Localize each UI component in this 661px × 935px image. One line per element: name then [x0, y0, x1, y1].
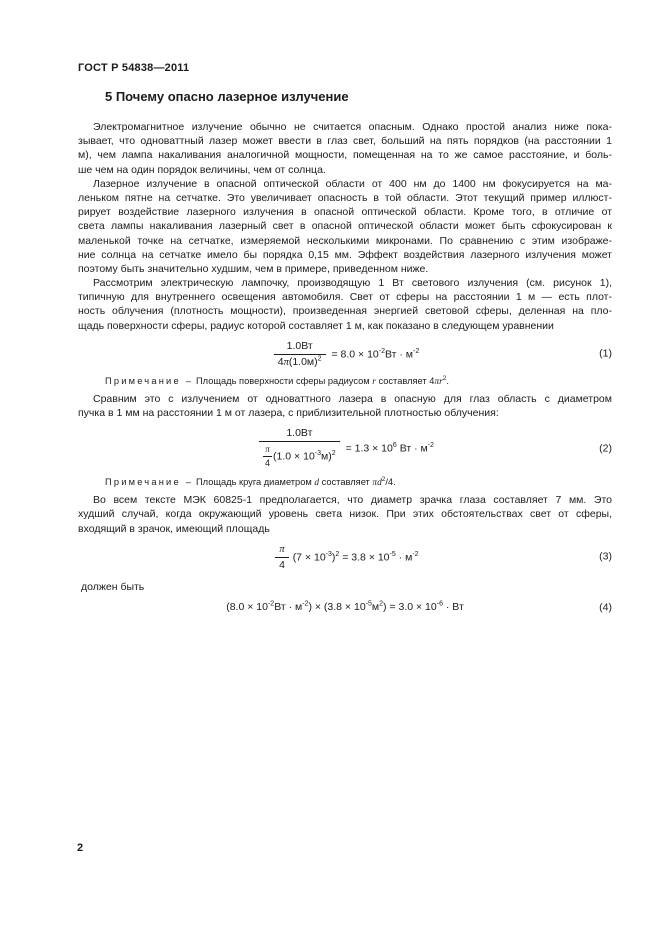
text-run: составляет	[319, 477, 373, 488]
superscript: -6	[436, 600, 443, 608]
text-line: Рассмотрим электрическую лампочку, производящую 1 Вт светового излучения (см. рисунок 1),	[93, 277, 612, 290]
text-run: (1.0 × 10	[273, 450, 315, 463]
text-line: леньком пятне на сетчатке. Это увеличивает опасность в той области. Этот текущий пример иллюст-	[78, 191, 612, 204]
text-run: 4	[265, 458, 271, 469]
equation-content	[271, 543, 418, 572]
text-run: 1.0Вт	[286, 427, 313, 440]
paragraph	[78, 493, 612, 536]
fraction	[274, 543, 289, 572]
text-run: )	[331, 551, 336, 564]
text-line: ние солнца на сетчатке имело бы порядка 0,15 мм. Эффект воздействия лазерного излучения может	[78, 248, 612, 261]
italic-symbol: π	[279, 543, 285, 555]
superscript: -2	[427, 441, 434, 449]
equation	[78, 601, 612, 614]
fraction-denominator	[275, 557, 289, 572]
fraction-numerator	[263, 443, 272, 456]
superscript: -3	[325, 550, 332, 558]
italic-symbol: πr	[434, 376, 443, 387]
fraction-numerator	[282, 340, 318, 354]
text-line: ность облучения (плотность мощности), произведенная энергией световой сферы, деленная на пло-	[78, 305, 612, 318]
equation-content	[256, 427, 434, 470]
text-line: Во всем тексте МЭК 60825-1 предполагается, что диаметр зрачка глаза составляет 7 мм. Это	[93, 494, 612, 507]
text-run: .	[446, 375, 449, 386]
text-line: щадь поверхности сферы, радиус которой составляет 1 м, как показано в следующем уравнении	[78, 319, 554, 332]
italic-symbol: πd	[372, 478, 382, 489]
fraction-denominator	[259, 441, 340, 470]
equation	[78, 427, 612, 470]
equation-content	[271, 340, 420, 369]
equation-number: (4)	[599, 601, 612, 614]
equation-number: (2)	[599, 442, 612, 455]
superscript: 2	[317, 355, 322, 363]
text-run: (7 × 10	[292, 551, 326, 564]
text-line: типичную для внутреннего освещения автомобиля. Свет от сферы на расстоянии 1 м — есть плот-	[78, 291, 612, 304]
paragraph	[78, 392, 612, 420]
text-line: входящий в зрачок, имеющий площадь	[78, 522, 270, 535]
text-line: пучка в 1 мм на расстоянии 1 м от лазера, с приблизительной плотностью облучения:	[78, 407, 499, 419]
superscript: 6	[392, 441, 397, 449]
text-run: Вт · м	[274, 600, 303, 613]
superscript: -5	[389, 550, 396, 558]
equation	[78, 543, 612, 572]
superscript: -2	[412, 550, 419, 558]
superscript: -5	[365, 600, 372, 608]
fraction	[263, 443, 272, 470]
note	[78, 375, 612, 388]
text-line: должен быть	[81, 580, 145, 593]
page-number: 2	[77, 842, 84, 854]
text-line: м), чем лампа накаливания аналогичной мощности, помещенная на то же самое расстояние, и боль-	[78, 149, 612, 162]
italic-symbol: π	[283, 356, 289, 368]
note-separator: –	[185, 477, 191, 488]
equation-content	[226, 601, 464, 614]
superscript: -3	[314, 449, 322, 457]
note-label: Примечание	[105, 477, 181, 488]
text-run: Площадь поверхности сферы радиусом	[195, 375, 373, 386]
text-line: Электромагнитное излучение обычно не считается опасным. Однако простой анализ ниже пока-	[93, 121, 612, 133]
superscript: 2	[335, 550, 340, 558]
text-run: составляет 4	[375, 375, 435, 386]
paragraph	[78, 120, 612, 177]
section-title: 5 Почему опасно лазерное излучение	[105, 89, 349, 104]
body-content	[78, 120, 612, 620]
text-run: Площадь круга диаметром	[195, 477, 315, 488]
text-line: зывает, что одноваттный лазер может ввести в глаз свет, больший на пять порядков (на расстоянии 1	[78, 135, 612, 148]
paragraph	[78, 276, 612, 333]
text-run: = 8.0 × 10	[328, 348, 379, 361]
text-run: /4.	[385, 477, 396, 488]
text-line: Лазерное излучение в опасной оптической области от 400 нм до 1400 нм фокусируется на ма-	[93, 177, 612, 190]
paragraph	[78, 177, 612, 276]
text-line: света лампы накаливания лазерный свет в опасной оптической области может быть сфокусирован к	[78, 220, 612, 233]
text-run: = 3.8 × 10	[339, 551, 390, 564]
text-line: Сравним это с излучением от одноваттного лазера в опасную для глаз область с диаметром	[93, 392, 612, 405]
fraction-denominator	[263, 456, 272, 470]
text-run: м	[371, 600, 380, 613]
text-run: (1.0м)	[288, 355, 318, 368]
italic-symbol: r	[372, 376, 376, 387]
fraction	[274, 340, 326, 369]
text-run: Вт · м	[385, 348, 414, 361]
superscript: 2	[381, 476, 386, 484]
text-line: ше чем на один порядок величины, чем от солнца.	[78, 163, 326, 176]
text-line: рирует воздействие лазерного излучения в опасной оптической области. Кроме того, в отличие от	[78, 206, 612, 219]
text-run: 4	[279, 558, 285, 571]
text-run: ) = 3.0 × 10	[383, 600, 437, 613]
text-run: ) × (3.8 × 10	[308, 600, 366, 613]
text-line: худший случай, когда окружающий уровень света низок. При этих обстоятельствах свет от сферы,	[78, 508, 612, 521]
fraction-denominator	[274, 354, 326, 369]
note-separator: –	[185, 375, 191, 386]
italic-symbol: d	[314, 478, 320, 489]
document-number: ГОСТ Р 54838—2011	[78, 62, 190, 74]
text-run: · м	[395, 551, 413, 564]
equation-number: (3)	[599, 550, 612, 563]
text-run: (8.0 × 10	[226, 600, 268, 613]
superscript: 2	[442, 374, 447, 382]
superscript: -2	[413, 347, 420, 355]
italic-symbol: π	[265, 444, 270, 455]
superscript: -2	[378, 347, 386, 355]
text-run: 4	[277, 355, 284, 368]
text-run: Вт · м	[396, 442, 428, 455]
equation-number: (1)	[599, 347, 612, 360]
text-run: = 1.3 × 10	[342, 442, 393, 455]
text-run: 1.0Вт	[286, 339, 313, 352]
fraction	[259, 427, 340, 470]
fraction-numerator	[281, 427, 317, 441]
fraction-numerator	[274, 543, 289, 557]
superscript: -2	[302, 600, 309, 608]
note-label: Примечание	[105, 375, 181, 386]
superscript: 2	[379, 600, 384, 608]
superscript: 2	[331, 449, 336, 457]
text-run: м)	[321, 450, 332, 463]
equation	[78, 340, 612, 369]
text-line: маленькой точке на сетчатке, измеряемой несколькими микронами. По сравнению с этим изображе-	[78, 234, 612, 247]
text-line: поэтому быть значительно худшим, чем в примере, приведенном ниже.	[78, 262, 429, 275]
note	[78, 476, 612, 489]
text-run: · Вт	[442, 600, 464, 613]
superscript: -2	[267, 600, 275, 608]
